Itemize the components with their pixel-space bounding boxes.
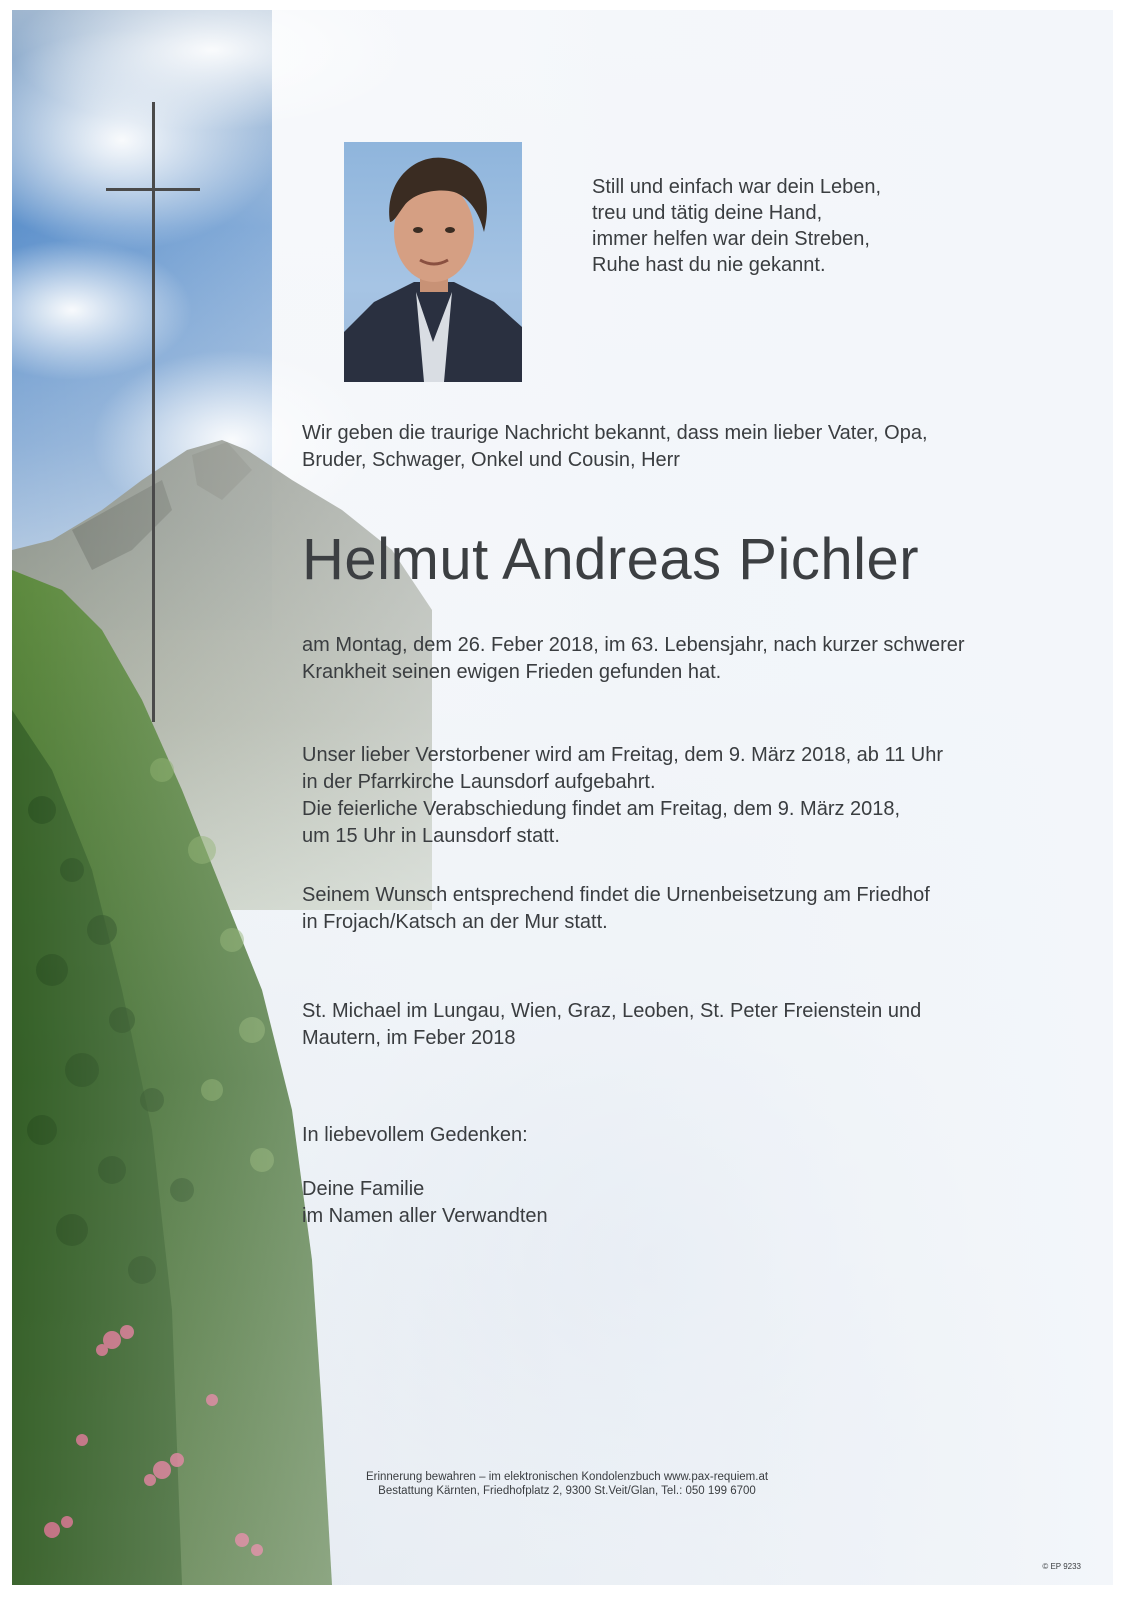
portrait-photo — [344, 142, 522, 382]
deceased-name: Helmut Andreas Pichler — [302, 527, 920, 592]
cross-horizontal-bar — [106, 188, 200, 191]
remembrance-text: In liebevollem Gedenken: — [302, 1124, 528, 1146]
death-notice-text: am Montag, dem 26. Feber 2018, im 63. Lebensjahr, nach kurzer schwerer Krankheit seinen ewigen Frieden gefunden hat. — [302, 634, 965, 683]
print-code: © EP 9233 — [1042, 1562, 1081, 1571]
intro-text: Wir geben die traurige Nachricht bekannt, dass mein lieber Vater, Opa, Bruder, Schwager, Onkel und Cousin, Herr — [302, 422, 928, 471]
signature-text: Deine Familie im Namen aller Verwandten — [302, 1178, 548, 1227]
obituary-sheet — [12, 10, 1113, 1585]
places-text: St. Michael im Lungau, Wien, Graz, Leoben, St. Peter Freienstein und Mautern, im Feber 2018 — [302, 1000, 922, 1049]
footer-line-address: Bestattung Kärnten, Friedhofplatz 2, 9300 St.Veit/Glan, Tel.: 050 199 6700 — [378, 1485, 756, 1497]
burial-text: Seinem Wunsch entsprechend findet die Urnenbeisetzung am Friedhof in Frojach/Katsch an der Mur statt. — [302, 884, 930, 933]
footer — [262, 1470, 872, 1498]
person-portrait-icon — [344, 142, 522, 382]
memorial-verse: Still und einfach war dein Leben, treu und tätig deine Hand, immer helfen war dein Streben, Ruhe hast du nie gekannt. — [592, 176, 882, 276]
viewing-text: Unser lieber Verstorbener wird am Freitag, dem 9. März 2018, ab 11 Uhr in der Pfarrkirche Launsdorf aufgebahrt. Die feierliche Verabschiedung findet am Freitag, dem 9. März 2018, um 15 Uhr in Launsdorf statt. — [302, 744, 944, 847]
footer-line-condolence: Erinnerung bewahren – im elektronischen Kondolenzbuch www.pax-requiem.at — [365, 1471, 769, 1483]
cross-vertical-bar — [152, 102, 155, 722]
